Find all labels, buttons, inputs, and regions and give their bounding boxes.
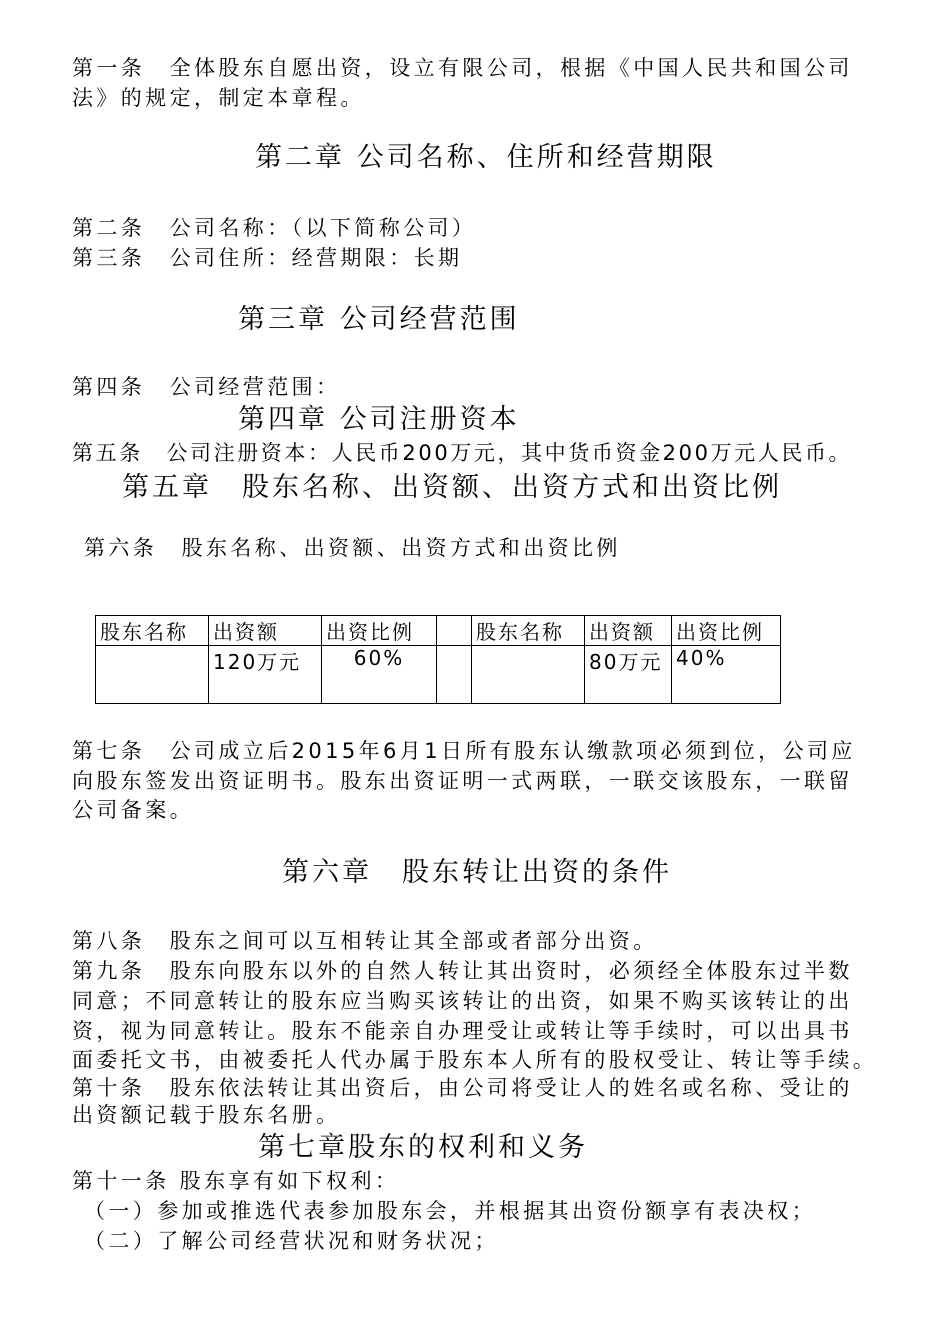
article-1-line: 法》的规定，制定本章程。 [72,86,365,110]
article-7-line: 向股东签发出资证明书。股东出资证明一式两联，一联交该股东，一联留 [72,769,853,793]
shareholder-table [95,615,781,704]
cell-amount: 120万元 [209,646,322,704]
chapter-6-heading: 第六章 股东转让出资的条件 [282,857,672,888]
header-name: 股东名称 [96,616,209,646]
chapter-2-heading: 第二章 公司名称、住所和经营期限 [255,142,717,173]
article-7-line: 第七条 公司成立后2015年6月1日所有股东认缴款项必须到位，公司应 [72,739,856,763]
right-item: （二）了解公司经营状况和财务状况； [84,1229,499,1253]
chapter-7-heading: 第七章股东的权利和义务 [258,1132,588,1163]
article-3: 第三条 公司住所：经营期限：长期 [72,246,463,270]
article-line: 第九条 股东向股东以外的自然人转让其出资时，必须经全体股东过半数 [72,959,853,983]
right-item: （一）参加或推选代表参加股东会，并根据其出资份额享有表决权； [84,1199,816,1223]
cell-amount: 80万元 [585,646,672,704]
header-amount: 出资额 [585,616,672,646]
header-ratio: 出资比例 [672,616,781,646]
article-6: 第六条 股东名称、出资额、出资方式和出资比例 [84,536,621,560]
article-line: 资，视为同意转让。股东不能亲自办理受让或转让等手续时，可以出具书 [72,1019,853,1043]
chapter-5-heading: 第五章 股东名称、出资额、出资方式和出资比例 [122,472,782,503]
header-ratio: 出资比例 [322,616,437,646]
cell-name [96,646,209,704]
cell-ratio: 40% [672,646,781,704]
article-2: 第二条 公司名称：（以下简称公司） [72,216,477,240]
article-line: 出资额记载于股东名册。 [72,1103,341,1127]
article-line: 面委托文书，由被委托人代办属于股东本人所有的股权受让、转让等手续。 [72,1048,878,1072]
article-11: 第十一条 股东享有如下权利： [72,1169,400,1193]
chapter-4-heading: 第四章 公司注册资本 [238,404,520,435]
article-line: 同意；不同意转让的股东应当购买该转让的出资，如果不购买该转让的出 [72,989,853,1013]
header-amount: 出资额 [209,616,322,646]
article-line: 第八条 股东之间可以互相转让其全部或者部分出资。 [72,929,658,953]
article-1-line: 第一条 全体股东自愿出资，设立有限公司，根据《中国人民共和国公司 [72,56,853,80]
article-7-line: 公司备案。 [72,798,194,822]
article-line: 第十条 股东依法转让其出资后，由公司将受让人的姓名或名称、受让的 [72,1076,853,1100]
article-4: 第四条 公司经营范围： [72,375,341,399]
cell-ratio: 60% [322,646,437,704]
header-name: 股东名称 [472,616,585,646]
cell-name [472,646,585,704]
chapter-3-heading: 第三章 公司经营范围 [238,304,520,335]
article-5: 第五条 公司注册资本：人民币200万元，其中货币资金200万元人民币。 [72,441,853,465]
